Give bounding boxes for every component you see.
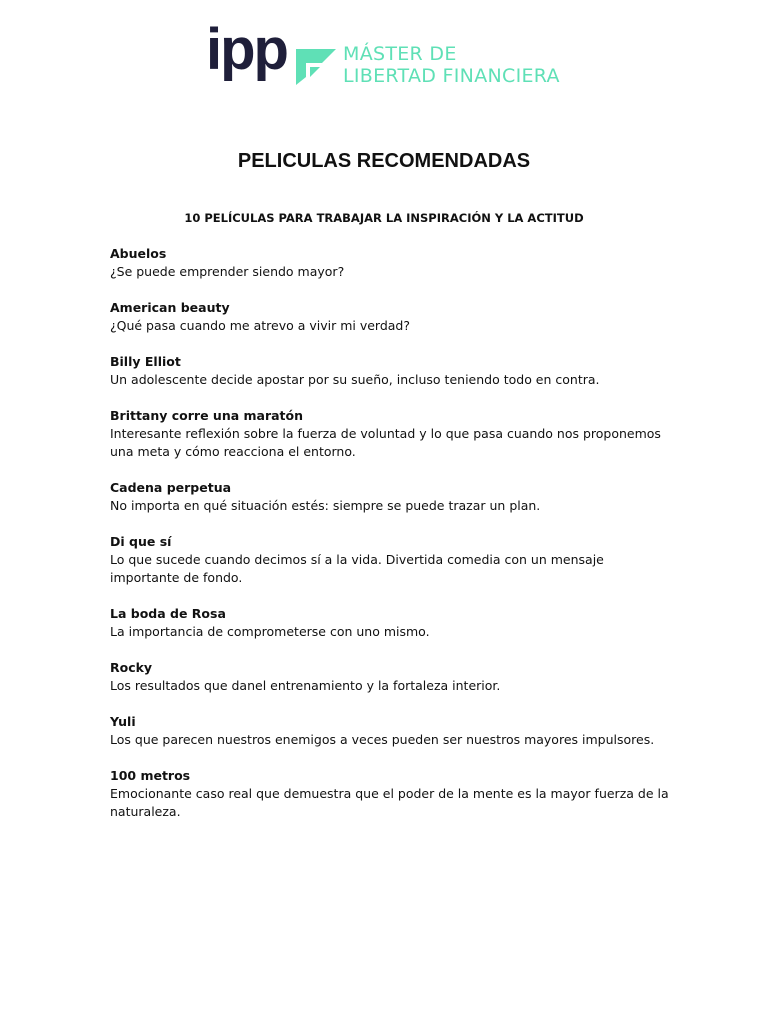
page-subtitle: 10 PELÍCULAS PARA TRABAJAR LA INSPIRACIÓN Y LA ACTITUD (184, 211, 584, 225)
movie-item (110, 533, 670, 587)
movie-description: Interesante reflexión sobre la fuerza de voluntad y lo que pasa cuando nos proponemos una meta y cómo reacciona el entorno. (110, 426, 661, 459)
movie-item (110, 245, 670, 281)
movie-description: Un adolescente decide apostar por su sueño, incluso teniendo todo en contra. (110, 372, 600, 387)
program-name-line2: LIBERTAD FINANCIERA (343, 65, 560, 87)
movie-title: La boda de Rosa (110, 606, 226, 621)
movie-item (110, 479, 670, 515)
ipp-chevron-mark-icon (296, 47, 336, 85)
movie-item (110, 605, 670, 641)
movie-title: Yuli (110, 714, 136, 729)
movie-title: Brittany corre una maratón (110, 408, 304, 423)
movie-item (110, 353, 670, 389)
movie-list (110, 245, 670, 839)
movie-description: Los resultados que danel entrenamiento y la fortaleza interior. (110, 678, 501, 693)
movie-item (110, 659, 670, 695)
movie-description: ¿Se puede emprender siendo mayor? (110, 264, 345, 279)
movie-description: Emocionante caso real que demuestra que el poder de la mente es la mayor fuerza de la naturaleza. (110, 786, 669, 819)
movie-title: American beauty (110, 300, 230, 315)
movie-description: ¿Qué pasa cuando me atrevo a vivir mi verdad? (110, 318, 410, 333)
movie-description: Los que parecen nuestros enemigos a veces pueden ser nuestros mayores impulsores. (110, 732, 655, 747)
movie-item (110, 713, 670, 749)
program-name-line1: MÁSTER DE (343, 43, 457, 65)
movie-title: 100 metros (110, 768, 191, 783)
ipp-logo-text: ipp (206, 17, 287, 82)
movie-item (110, 299, 670, 335)
movie-description: Lo que sucede cuando decimos sí a la vida. Divertida comedia con un mensaje importante de fondo. (110, 552, 604, 585)
movie-title: Abuelos (110, 246, 167, 261)
movie-title: Cadena perpetua (110, 480, 232, 495)
movie-item (110, 407, 670, 461)
movie-description: No importa en qué situación estés: siempre se puede trazar un plan. (110, 498, 541, 513)
movie-title: Di que sí (110, 534, 172, 549)
page-title: PELICULAS RECOMENDADAS (237, 150, 531, 172)
movie-description: La importancia de comprometerse con uno mismo. (110, 624, 430, 639)
document-header (206, 17, 606, 93)
movie-title: Rocky (110, 660, 153, 675)
movie-item (110, 767, 670, 821)
movie-title: Billy Elliot (110, 354, 181, 369)
program-name (343, 43, 560, 87)
